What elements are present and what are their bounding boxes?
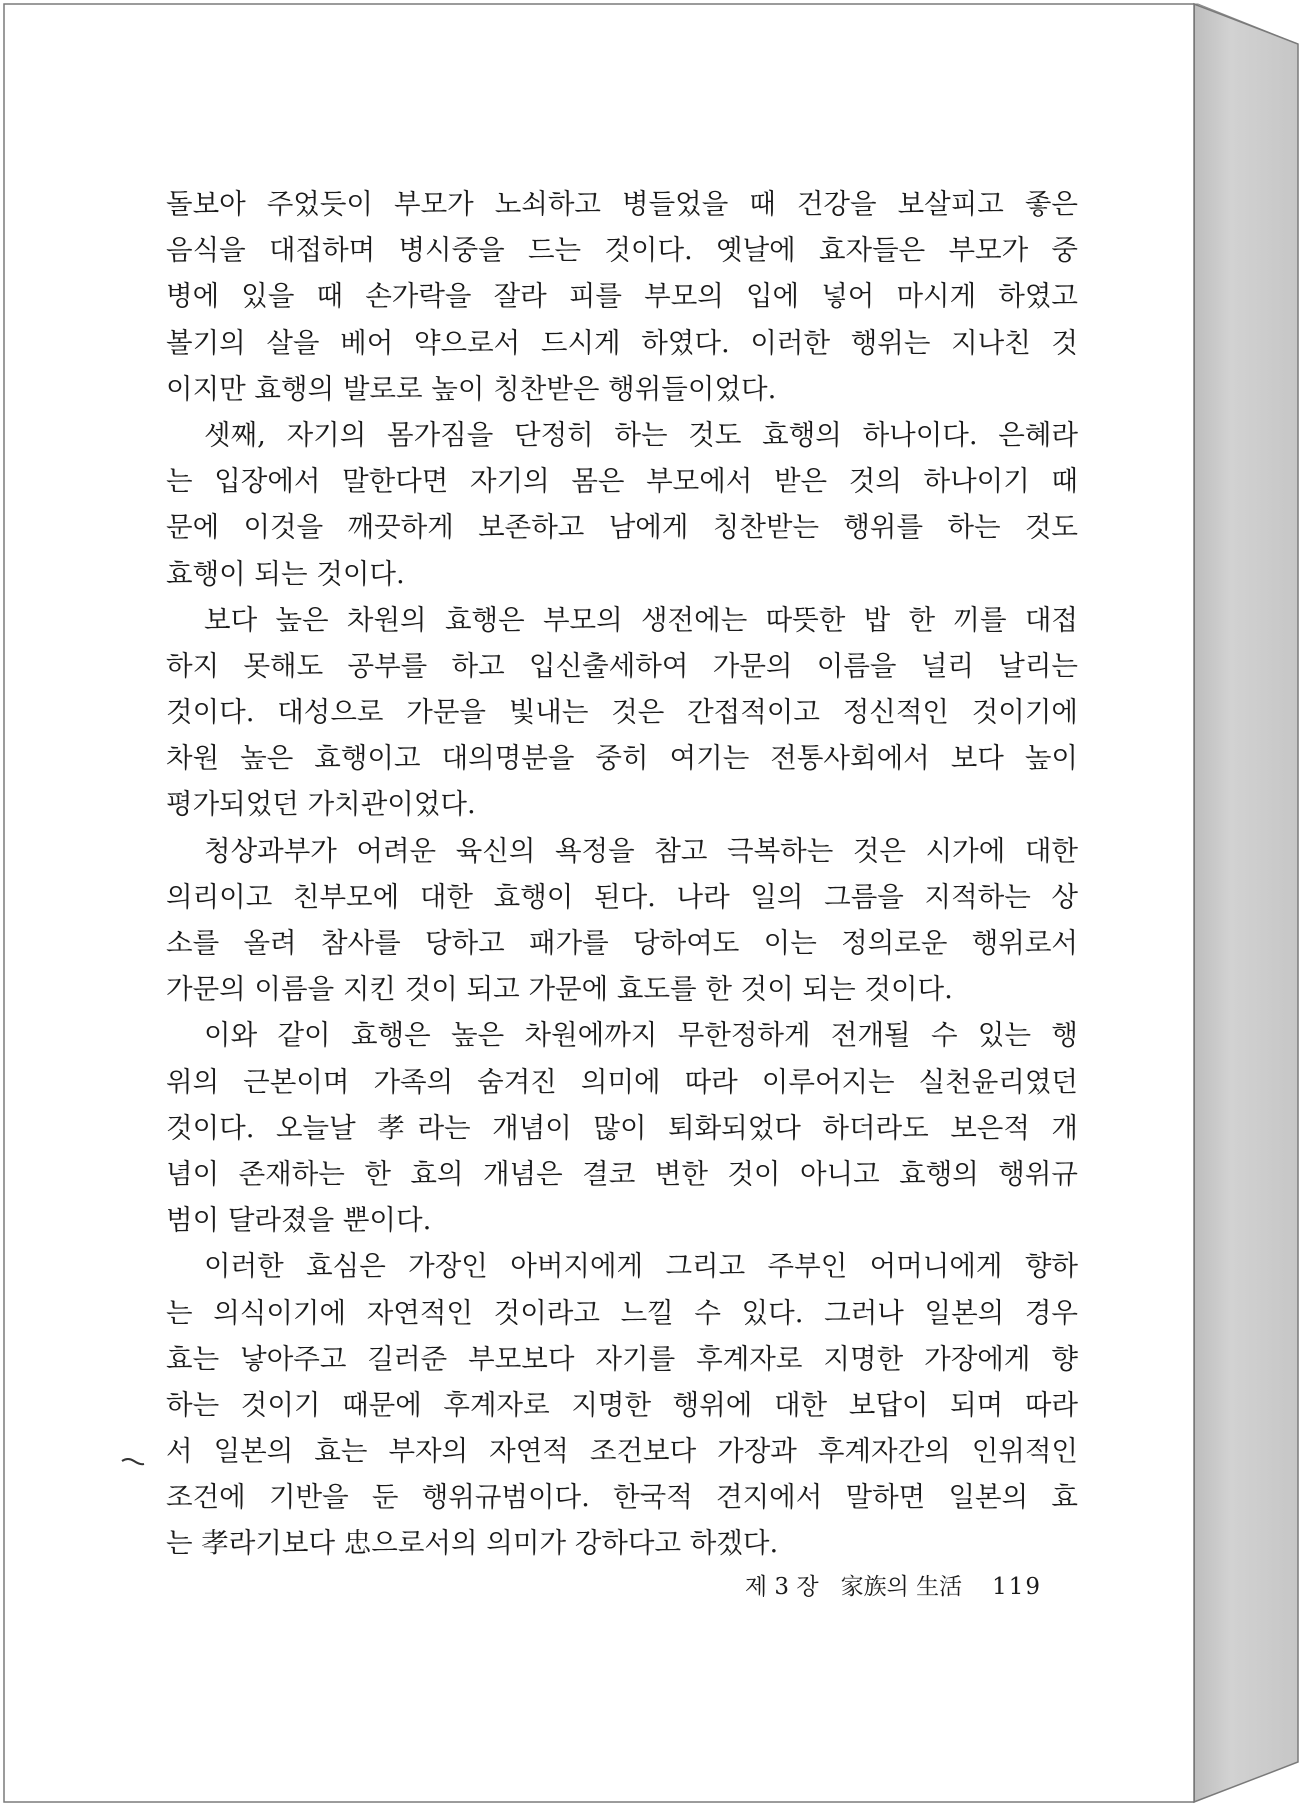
text-line: 가문의 이름을 지킨 것이 되고 가문에 효도를 한 것이 되는 것이다. [166, 973, 953, 1006]
text-line: 돌보아 주었듯이 부모가 노쇠하고 병들었을 때 건강을 보살피고 좋은 [166, 188, 1078, 220]
page-number: 119 [992, 1574, 1042, 1600]
paragraph-first-line: 청상과부가 어려운 육신의 욕정을 참고 극복하는 것은 시가에 대한 [204, 834, 1078, 867]
text-line: 위의 근본이며 가족의 숨겨진 의미에 따라 이루어지는 실천윤리였던 [166, 1065, 1078, 1098]
scan-speck-mark [120, 1456, 146, 1468]
text-line: 는 의식이기에 자연적인 것이라고 느낄 수 있다. 그러나 일본의 경우 [166, 1296, 1078, 1329]
text-line: 이지만 효행의 발로로 높이 칭찬받은 행위들이었다. [166, 372, 777, 405]
paragraph-first-line: 이러한 효심은 가장인 아버지에게 그리고 주부인 어머니에게 향하 [204, 1250, 1078, 1283]
text-line: 조건에 기반을 둔 행위규범이다. 한국적 견지에서 말하면 일본의 효 [166, 1481, 1078, 1514]
text-line: 음식을 대접하며 병시중을 드는 것이다. 옛날에 효자들은 부모가 중 [166, 234, 1078, 267]
text-line: 차원 높은 효행이고 대의명분을 중히 여기는 전통사회에서 보다 높이 [166, 742, 1078, 775]
text-line: 하지 못해도 공부를 하고 입신출세하여 가문의 이름을 널리 날리는 [166, 649, 1078, 682]
text-line: 효는 낳아주고 길러준 부모보다 자기를 후계자로 지명한 가장에게 향 [166, 1342, 1078, 1375]
text-line: 효행이 되는 것이다. [166, 557, 405, 590]
text-line: 볼기의 살을 베어 약으로서 드시게 하였다. 이러한 행위는 지나친 것 [166, 326, 1078, 359]
paragraph-first-line: 보다 높은 차원의 효행은 부모의 생전에는 따뜻한 밥 한 끼를 대접 [204, 603, 1078, 636]
text-line: 소를 올려 참사를 당하고 패가를 당하여도 이는 정의로운 행위로서 [166, 927, 1078, 959]
text-line: 범이 달라졌을 뿐이다. [166, 1204, 432, 1237]
body-text [166, 181, 1078, 1567]
text-line: 것이다. 대성으로 가문을 빛내는 것은 간접적이고 정신적인 것이기에 [166, 696, 1078, 729]
page-footer [730, 1564, 1042, 1610]
book-side-edge [1194, 4, 1298, 1802]
text-line: 하는 것이기 때문에 후계자로 지명한 행위에 대한 보답이 되며 따라 [166, 1388, 1078, 1421]
text-line: 는 입장에서 말한다면 자기의 몸은 부모에서 받은 것의 하나이기 때 [166, 465, 1078, 498]
paragraph-first-line: 이와 같이 효행은 높은 차원에까지 무한정하게 전개될 수 있는 행 [204, 1019, 1078, 1052]
text-line: 병에 있을 때 손가락을 잘라 피를 부모의 입에 넣어 마시게 하였고 [166, 280, 1078, 313]
chapter-label: 제 3 장 [744, 1574, 819, 1600]
text-line: 문에 이것을 깨끗하게 보존하고 남에게 칭찬받는 행위를 하는 것도 [166, 511, 1078, 544]
text-line: 의리이고 친부모에 대한 효행이 된다. 나라 일의 그름을 지적하는 상 [166, 880, 1078, 913]
text-line: 서 일본의 효는 부자의 자연적 조건보다 가장과 후계자간의 인위적인 [166, 1435, 1078, 1468]
chapter-title: 家族의 生活 [840, 1574, 963, 1600]
text-line: 것이다. 오늘날 孝라는 개념이 많이 퇴화되었다 하더라도 보은적 개 [166, 1111, 1078, 1144]
text-line: 평가되었던 가치관이었다. [166, 788, 476, 821]
paragraph-first-line: 셋째, 자기의 몸가짐을 단정히 하는 것도 효행의 하나이다. 은혜라 [204, 418, 1078, 451]
text-line: 는 孝라기보다 忠으로서의 의미가 강하다고 하겠다. [166, 1527, 779, 1560]
text-line: 념이 존재하는 한 효의 개념은 결코 변한 것이 아니고 효행의 행위규 [166, 1157, 1078, 1190]
